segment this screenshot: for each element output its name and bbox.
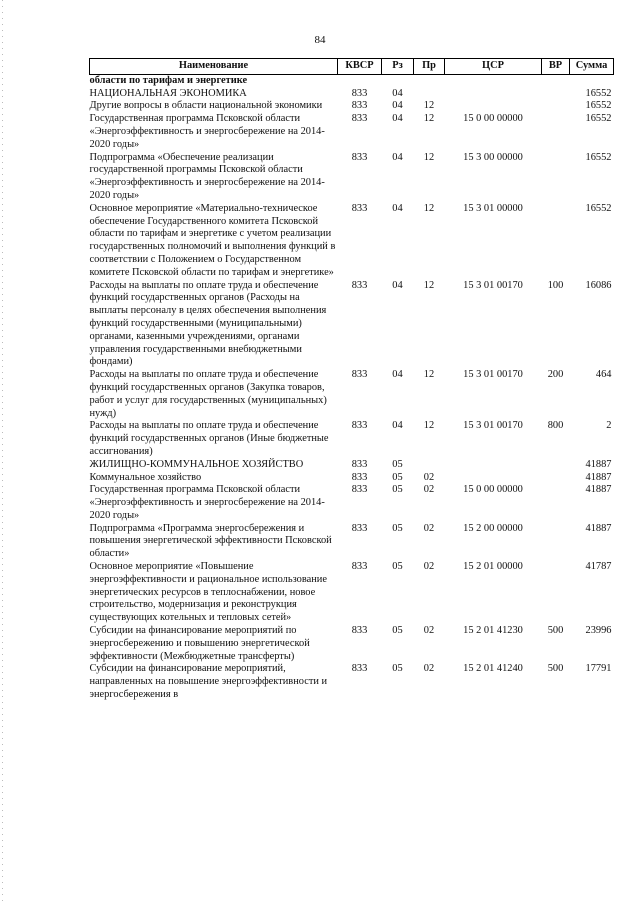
row-kvsr: 833 — [351, 561, 368, 573]
row-rz: 04 — [392, 202, 403, 214]
row-rz: 05 — [392, 663, 403, 675]
row-kvsr: 833 — [351, 625, 368, 637]
row-sum: 41887 — [585, 458, 612, 470]
budget-table — [89, 58, 614, 702]
row-kvsr: 833 — [351, 87, 368, 99]
table-row — [90, 88, 614, 101]
table-row — [90, 369, 614, 420]
row-sum: 464 — [595, 369, 612, 381]
row-vr — [542, 472, 570, 485]
row-vr: 200 — [547, 369, 564, 381]
row-name: Субсидии на финансирование мероприятий по энергосбережению и повышению энергетической эффективности (Межбюджетные трансферты) — [89, 625, 310, 662]
row-pr: 02 — [423, 663, 435, 675]
header-rz: Рз — [382, 59, 414, 75]
row-vr — [542, 88, 570, 101]
table-row — [90, 523, 614, 561]
row-pr: 02 — [423, 561, 435, 573]
row-vr — [542, 74, 570, 87]
row-rz: 04 — [392, 420, 403, 432]
header-pr: Пр — [414, 59, 445, 75]
row-rz: 05 — [392, 458, 403, 470]
row-name: Расходы на выплаты по оплате труда и обеспечение функций государственных органов (Закупка товаров, работ и услуг для государственных (муниципальных) нужд) — [89, 369, 327, 419]
row-name: Другие вопросы в области национальной экономики — [89, 100, 323, 112]
row-name: Расходы на выплаты по оплате труда и обеспечение функций государственных органов (Иные бюджетные ассигнования) — [89, 420, 329, 457]
row-pr: 12 — [423, 420, 435, 432]
row-sum: 2 — [606, 420, 612, 432]
row-kvsr: 833 — [351, 458, 368, 470]
row-rz: 04 — [392, 279, 403, 291]
row-csr: 15 3 00 00000 — [463, 151, 523, 163]
table-row — [90, 203, 614, 280]
row-name: Подпрограмма «Обеспечение реализации государственной программы Псковской области «Энергоэффективность и энергосбережение на 2014-2020 годы» — [89, 151, 325, 201]
row-name: области по тарифам и энергетике — [89, 74, 248, 86]
row-rz: 04 — [392, 113, 403, 125]
row-pr: 12 — [423, 113, 435, 125]
row-kvsr — [338, 74, 382, 87]
row-sum: 41887 — [585, 484, 612, 496]
row-vr — [542, 113, 570, 151]
row-vr — [542, 100, 570, 113]
row-pr: 12 — [423, 151, 435, 163]
row-csr: 15 0 00 00000 — [463, 484, 523, 496]
row-kvsr: 833 — [351, 471, 368, 483]
row-name: Подпрограмма «Программа энергосбережения и повышения энергетической эффективности Псковской области» — [89, 522, 332, 560]
row-name: Основное мероприятие «Повышение энергоэффективности и рациональное использование энергетических ресурсов в теплоснабжении, новое строительство, модернизация и реконструкция существующих котельных и тепловых сетей» — [89, 561, 327, 624]
row-csr: 15 2 01 00000 — [463, 561, 523, 573]
row-vr: 500 — [547, 625, 564, 637]
row-name: ЖИЛИЩНО-КОММУНАЛЬНОЕ ХОЗЯЙСТВО — [89, 458, 304, 470]
row-sum: 41887 — [585, 522, 612, 534]
row-csr: 15 3 01 00170 — [463, 279, 523, 291]
row-sum: 16552 — [585, 151, 612, 163]
row-rz: 05 — [392, 561, 403, 573]
row-csr — [445, 100, 542, 113]
row-csr — [445, 459, 542, 472]
table-row — [90, 561, 614, 625]
row-sum: 41887 — [585, 471, 612, 483]
row-csr: 15 0 00 00000 — [463, 113, 523, 125]
table-row — [90, 625, 614, 663]
row-pr: 12 — [423, 279, 435, 291]
row-csr: 15 3 01 00170 — [463, 420, 523, 432]
table-row — [90, 280, 614, 370]
row-pr: 02 — [423, 522, 435, 534]
scan-edge-dots — [2, 0, 3, 905]
row-rz: 05 — [392, 625, 403, 637]
row-sum: 41787 — [585, 561, 612, 573]
row-sum: 16552 — [585, 87, 612, 99]
row-kvsr: 833 — [351, 279, 368, 291]
row-name: Государственная программа Псковской области «Энергоэффективность и энергосбережение на 2014-2020 годы» — [89, 484, 325, 521]
row-csr: 15 2 01 41230 — [463, 625, 523, 637]
row-rz: 04 — [392, 87, 403, 99]
row-pr — [414, 459, 445, 472]
header-name: Наименование — [90, 59, 338, 75]
row-csr: 15 2 00 00000 — [463, 522, 523, 534]
row-vr: 800 — [547, 420, 564, 432]
row-kvsr: 833 — [351, 522, 368, 534]
row-pr: 12 — [423, 100, 435, 112]
table-row — [90, 472, 614, 485]
row-vr — [542, 484, 570, 522]
row-sum — [570, 74, 614, 87]
row-kvsr: 833 — [351, 663, 368, 675]
row-csr — [445, 88, 542, 101]
row-rz: 05 — [392, 522, 403, 534]
table-row — [90, 100, 614, 113]
row-sum: 16552 — [585, 100, 612, 112]
table-row — [90, 420, 614, 458]
row-pr: 02 — [423, 625, 435, 637]
row-csr — [445, 472, 542, 485]
row-rz — [382, 74, 414, 87]
row-name: Расходы на выплаты по оплате труда и обеспечение функций государственных органов (Расходы на выплаты персоналу в целях обеспечения выполнения функций государственными (муниципальными) органами, казенными учреждениями, органами управления государственными внебюджетными фондами) — [89, 279, 327, 368]
row-rz: 05 — [392, 471, 403, 483]
table-header-row — [90, 59, 614, 75]
row-pr — [414, 88, 445, 101]
row-vr: 100 — [547, 279, 564, 291]
table-row — [90, 484, 614, 522]
row-name: Основное мероприятие «Материально-техническое обеспечение Государственного комитета Псковской области по тарифам и энергетике с учетом реализации государственных полномочий и выполнения функций в соответствии с Положением о Государственном комитете Псковской области по тарифам и энергетике» — [89, 202, 336, 278]
table-row — [90, 152, 614, 203]
row-sum: 17791 — [585, 663, 612, 675]
row-sum: 16086 — [585, 279, 612, 291]
row-pr: 12 — [423, 202, 435, 214]
row-kvsr: 833 — [351, 420, 368, 432]
row-rz: 04 — [392, 151, 403, 163]
row-kvsr: 833 — [351, 151, 368, 163]
row-pr: 12 — [423, 369, 435, 381]
table-row — [90, 74, 614, 87]
row-sum: 23996 — [585, 625, 612, 637]
table-row — [90, 113, 614, 151]
header-vr: ВР — [542, 59, 570, 75]
row-kvsr: 833 — [351, 202, 368, 214]
table-row — [90, 459, 614, 472]
row-csr: 15 3 01 00170 — [463, 369, 523, 381]
row-vr — [542, 152, 570, 203]
row-kvsr: 833 — [351, 369, 368, 381]
header-csr: ЦСР — [445, 59, 542, 75]
row-name: НАЦИОНАЛЬНАЯ ЭКОНОМИКА — [89, 87, 247, 99]
row-csr — [445, 74, 542, 87]
row-sum: 16552 — [585, 113, 612, 125]
page-number: 84 — [314, 34, 326, 46]
table-row — [90, 663, 614, 701]
row-pr: 02 — [423, 471, 435, 483]
row-kvsr: 833 — [351, 100, 368, 112]
row-pr — [414, 74, 445, 87]
header-kvsr: КВСР — [338, 59, 382, 75]
header-sum: Сумма — [570, 59, 614, 75]
row-name: Коммунальное хозяйство — [89, 471, 202, 483]
row-vr — [542, 459, 570, 472]
row-rz: 04 — [392, 100, 403, 112]
table-body — [90, 74, 614, 702]
row-sum: 16552 — [585, 202, 612, 214]
row-csr: 15 3 01 00000 — [463, 202, 523, 214]
row-vr — [542, 523, 570, 561]
row-name: Государственная программа Псковской области «Энергоэффективность и энергосбережение на 2014-2020 годы» — [89, 113, 325, 150]
row-kvsr: 833 — [351, 484, 368, 496]
row-kvsr: 833 — [351, 113, 368, 125]
row-vr — [542, 561, 570, 625]
row-name: Субсидии на финансирование мероприятий, направленных на повышение энергоэффективности и энергосбережения в — [89, 663, 328, 701]
row-csr: 15 2 01 41240 — [463, 663, 523, 675]
row-rz: 05 — [392, 484, 403, 496]
row-pr: 02 — [423, 484, 435, 496]
row-rz: 04 — [392, 369, 403, 381]
row-vr — [542, 203, 570, 280]
row-vr: 500 — [547, 663, 564, 675]
